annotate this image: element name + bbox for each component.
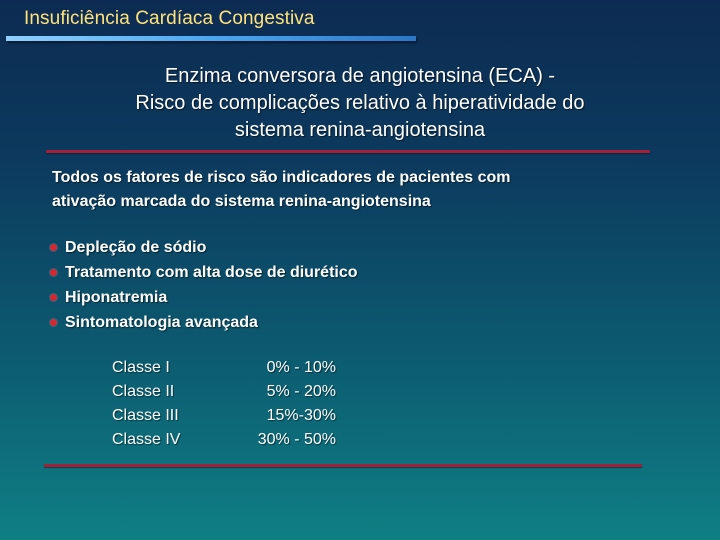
bullet-icon: [50, 294, 57, 301]
list-item: [50, 285, 358, 310]
list-item-label: Hiponatremia: [65, 289, 168, 306]
list-item-label: Tratamento com alta dose de diurético: [65, 264, 358, 281]
class-name: Classe I: [112, 359, 170, 376]
intro-line: ativação marcada do sistema renina-angiotensina: [52, 193, 431, 210]
intro-line: Todos os fatores de risco são indicadores de pacientes com: [52, 169, 511, 186]
list-item: [50, 260, 358, 285]
header-title: Insuficiência Cardíaca Congestiva: [24, 8, 315, 29]
slide-title-line: Risco de complicações relativo à hiperatividade do: [135, 92, 585, 114]
table-row: [112, 380, 336, 404]
bullet-icon: [50, 269, 57, 276]
slide-title-line: sistema renina-angiotensina: [234, 119, 486, 141]
bullet-icon: [50, 244, 57, 251]
list-item: [50, 235, 358, 260]
class-name: Classe IV: [112, 431, 181, 448]
bottom-divider: [44, 464, 642, 467]
class-name: Classe III: [112, 407, 179, 424]
class-risk-table: [112, 356, 336, 452]
risk-factor-list: [50, 235, 358, 335]
intro-text: [52, 166, 682, 214]
slide-title-line: Enzima conversora de angiotensina (ECA) -: [164, 65, 556, 87]
class-range: 0% - 10%: [266, 359, 336, 376]
table-row: [112, 356, 336, 380]
list-item-label: Sintomatologia avançada: [65, 314, 258, 331]
class-range: 30% - 50%: [257, 431, 336, 448]
list-item-label: Depleção de sódio: [65, 239, 207, 256]
class-range: 5% - 20%: [266, 383, 336, 400]
class-name: Classe II: [112, 383, 175, 400]
list-item: [50, 310, 358, 335]
table-row: [112, 428, 336, 452]
class-range: 15%-30%: [266, 407, 336, 424]
table-row: [112, 404, 336, 428]
top-divider: [46, 150, 650, 153]
slide-title: [30, 63, 690, 144]
bullet-icon: [50, 319, 57, 326]
header-underline: [6, 36, 416, 41]
